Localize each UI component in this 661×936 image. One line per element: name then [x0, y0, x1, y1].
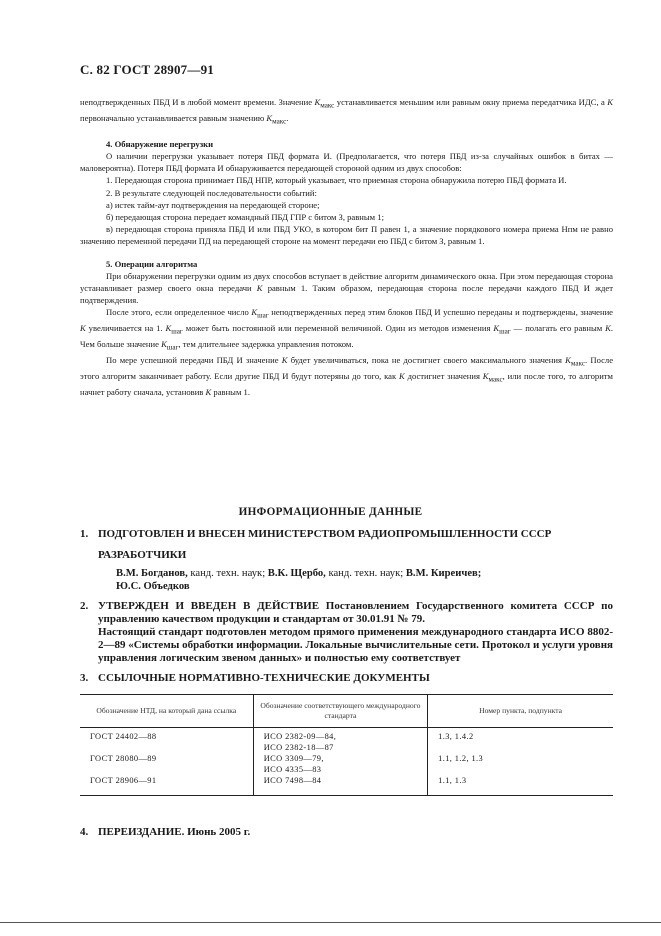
- table-cell-clause: 1.1, 1.3: [428, 775, 613, 795]
- table-cell-iso: ИСО 2382-09—84, ИСО 2382-18—87: [253, 728, 427, 754]
- info-section-4: [80, 826, 613, 839]
- table-cell-clause: 1.3, 1.4.2: [428, 728, 613, 754]
- intro-text-1: неподтвержденных ПБД И в любой момент времени. Значение: [80, 97, 315, 107]
- section-4-title: 4. Обнаружение перегрузки: [106, 138, 214, 149]
- section-5-p1: При обнаружении перегрузки одним из двух способов вступает в действие алгоритм динамического окна. При этом передающая сторона устанавливает размер своего окна передачи K равным 1. Таким образом, передающая сторона после передачи каждого ПБД И ждет подтверждения.: [80, 270, 613, 306]
- author-name: В.К. Щербо,: [267, 568, 326, 579]
- section-3-text: ССЫЛОЧНЫЕ НОРМАТИВНО-ТЕХНИЧЕСКИЕ ДОКУМЕНТЫ: [98, 672, 430, 684]
- body-text: [80, 96, 613, 398]
- table-header: Обозначение НТД, на который дана ссылка: [80, 695, 253, 728]
- intro-text-end: .: [286, 112, 289, 123]
- var-k: K: [266, 112, 273, 123]
- subscript-max: макс: [320, 101, 335, 110]
- table-row: [80, 728, 613, 754]
- page-header: С. 82 ГОСТ 28907—91: [80, 62, 214, 77]
- section-4-p1: О наличии перегрузки указывает потеря ПБД формата И. (Предполагается, что потеря ПБД из-за случайных ошибок в битах — маловероятна). Потеря ПБД формата И обнаруживается передающей стороной одним из двух способов:: [80, 151, 613, 174]
- table-cell-iso: ИСО 7498—84: [253, 775, 427, 795]
- author-degree: канд. техн. наук;: [187, 568, 268, 579]
- intro-text-3: первоначально устанавливается равным значению: [80, 112, 267, 123]
- author-name: В.М. Киреичев;: [405, 568, 482, 579]
- section-4-p6: в) передающая сторона приняла ПБД И или ПБД УКО, в котором бит П равен 1, а значение порядкового номера приема Нпм не равно значению переменной передачи ПД на передающей стороне на момент передачи ею ПБД с битом З, равным 1.: [80, 224, 613, 247]
- intro-text-2: устанавливается меньшим или равным окну приема передатчика ИДС, а: [334, 97, 608, 107]
- section-number: 4.: [80, 826, 89, 838]
- table-header: Номер пункта, подпункта: [428, 695, 613, 728]
- section-5-title: 5. Операции алгоритма: [106, 258, 198, 269]
- author-degree: канд. техн. наук;: [325, 568, 406, 579]
- page-bottom-rule: [0, 922, 661, 923]
- table-row: [80, 753, 613, 775]
- section-4-reissue: ПЕРЕИЗДАНИЕ. Июнь 2005 г.: [98, 826, 251, 838]
- developers-heading: РАЗРАБОТЧИКИ: [98, 549, 187, 561]
- section-5-p2: После этого, если определенное число $K_{шаг}$ неподтвержденных перед этим блоков ПБД И успешно переданы и подтверждены, значение K увеличивается на 1. $K_{шаг}$ может быть постоянной или переменной величиной. Один из методов изменения $K_{шаг}$ — полагать его равным K. Чем больше значение $K_{шаг}$, тем длительнее задержка управления потоком.: [80, 307, 613, 353]
- info-section-2: [80, 600, 613, 665]
- table-cell-iso: ИСО 3309—79, ИСО 4335—83: [253, 753, 427, 775]
- section-1-text: ПОДГОТОВЛЕН И ВНЕСЕН МИНИСТЕРСТВОМ РАДИОПРОМЫШЛЕННОСТИ СССР: [98, 528, 552, 540]
- table-cell-ntd: ГОСТ 24402—88: [90, 732, 157, 741]
- authors-list: [116, 567, 613, 593]
- section-number: 3.: [80, 672, 89, 684]
- references-table: [80, 694, 613, 796]
- var-k: K: [314, 97, 321, 107]
- table-header-row: [80, 695, 613, 728]
- section-5-p3: По мере успешной передачи ПБД И значение K будет увеличиваться, пока не достигнет своего максимального значения $K_{макс}$. После этого алгоритм заканчивает работу. Если другие ПБД И будут потеряны до того, как K достигнет значения $K_{макс}$, или после того, то алгоритм начнет работу сначала, установив K равным 1.: [80, 355, 614, 398]
- table-cell-ntd: ГОСТ 28080—89: [90, 754, 157, 764]
- table-cell-ntd: ГОСТ 28906—91: [80, 775, 253, 795]
- section-4-p2: 1. Передающая сторона принимает ПБД НПР, который указывает, что приемная сторона обнаружила потерю ПБД формата И.: [106, 175, 567, 186]
- subscript-max: макс: [272, 117, 287, 126]
- section-4-p3: 2. В результате следующей последовательности событий:: [106, 187, 317, 198]
- table-row: [80, 775, 613, 795]
- author-name: В.М. Богданов,: [116, 568, 188, 579]
- section-2-approval: УТВЕРЖДЕН И ВВЕДЕН В ДЕЙСТВИЕ Постановлением Государственного комитета СССР по управлению качеством продукции и стандартам от 30.01.91 № 79.: [98, 600, 613, 625]
- info-section-1: [80, 528, 613, 562]
- info-title: ИНФОРМАЦИОННЫЕ ДАННЫЕ: [238, 506, 423, 518]
- table-header: Обозначение соответствующего международного стандарта: [253, 695, 427, 728]
- section-number: 1.: [80, 528, 89, 540]
- section-4-p4: а) истек тайм-аут подтверждения на передающей стороне;: [106, 199, 320, 210]
- section-4-p5: б) передающая сторона передает командный ПБД ГПР с битом З, равным 1;: [106, 212, 384, 223]
- var-k: K: [607, 97, 613, 107]
- info-section-3: [80, 672, 613, 685]
- section-number: 2.: [80, 600, 89, 612]
- author-name: Ю.С. Объедков: [116, 581, 190, 592]
- intro-paragraph: [80, 96, 613, 128]
- section-2-note: Настоящий стандарт подготовлен методом прямого применения международного стандарта ИСО 8802-2—89 «Системы обработки информации. Локальные вычислительные сети. Протокол и услуги уровня управления логическим звеном данных» и полностью ему соответствует: [98, 626, 613, 664]
- table-cell-clause: 1.1, 1.2, 1.3: [428, 753, 613, 775]
